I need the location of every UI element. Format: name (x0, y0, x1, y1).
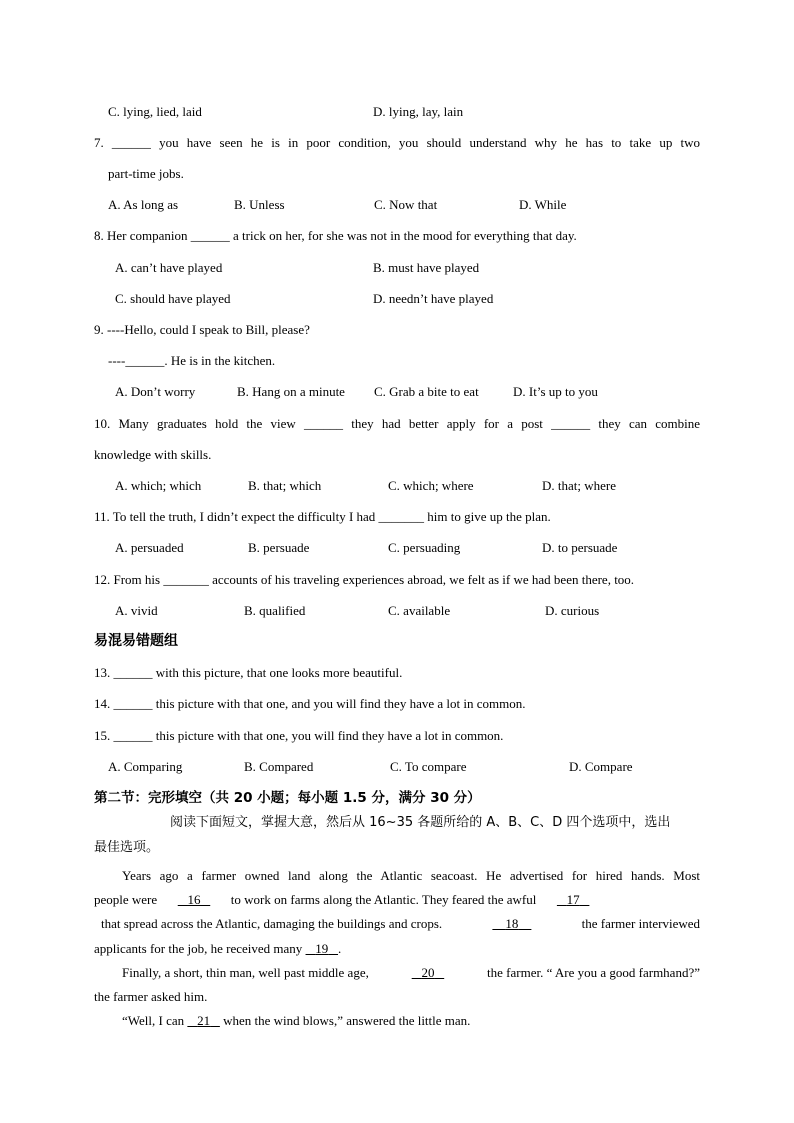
passage-p1-line1: Years ago a farmer owned land along the Atlantic seacoast. He advertised for hired hands. Most (122, 868, 700, 883)
passage-text: the farmer. “ Are you a good farmhand?” (487, 965, 700, 980)
q13-15-option-b: B. Compared (244, 759, 314, 774)
q9-stem-line2: ----______. He is in the kitchen. (108, 353, 276, 368)
blank-18: 18 (505, 916, 519, 931)
q13-15-option-d: D. Compare (569, 759, 633, 774)
q9-option-a: A. Don’t worry (115, 384, 196, 399)
blank-21: 21 (197, 1013, 211, 1028)
q8-option-b: B. must have played (373, 260, 480, 275)
q13-15-option-c: C. To compare (390, 759, 467, 774)
passage-text: to work on farms along the Atlantic. They feared the awful (230, 892, 537, 907)
q10-option-c: C. which; where (388, 478, 474, 493)
q11-option-c: C. persuading (388, 540, 461, 555)
passage-text: Finally, a short, thin man, well past middle age, (122, 965, 369, 980)
q6-option-d: D. lying, lay, lain (373, 104, 464, 119)
passage-text: “Well, I can (122, 1013, 185, 1028)
q12-option-c: C. available (388, 603, 451, 618)
q10-stem-line1: 10. Many graduates hold the view ______ they had better apply for a post ______ they can combine (94, 416, 700, 431)
passage-text: that spread across the Atlantic, damaging the buildings and crops. (101, 916, 443, 931)
q11-option-b: B. persuade (248, 540, 310, 555)
blank-20: 20 (421, 965, 435, 980)
passage-text: applicants for the job, he received many (94, 941, 303, 956)
q6-option-c: C. lying, lied, laid (108, 104, 202, 119)
section2-instruction-line2: 最佳选项。 (94, 840, 160, 855)
q7-option-a: A. As long as (108, 197, 179, 212)
q13-15-option-a: A. Comparing (108, 759, 183, 774)
q8-option-c: C. should have played (115, 291, 231, 306)
q8-option-a: A. can’t have played (115, 260, 223, 275)
blank-16: 16 (187, 892, 201, 907)
passage-p1-line2 (94, 892, 700, 908)
confusing-group-heading: 易混易错题组 (94, 633, 178, 649)
passage-p2-line2: the farmer asked him. (94, 989, 208, 1004)
q11-stem: 11. To tell the truth, I didn’t expect the difficulty I had _______ him to give up the plan. (94, 509, 551, 524)
q9-option-d: D. It’s up to you (513, 384, 598, 399)
q9-option-b: B. Hang on a minute (237, 384, 345, 399)
q7-stem-line1: 7. ______ you have seen he is in poor condition, you should understand why he has to take up two (94, 135, 700, 150)
q7-option-b: B. Unless (234, 197, 285, 212)
section2-heading: 第二节：完形填空（共 20 小题；每小题 1.5 分，满分 30 分） (94, 790, 481, 806)
q11-option-d: D. to persuade (542, 540, 618, 555)
q12-option-d: D. curious (545, 603, 600, 618)
q12-stem: 12. From his _______ accounts of his traveling experiences abroad, we felt as if we had been there, too. (94, 572, 635, 587)
passage-p2-line1 (122, 965, 700, 981)
q7-option-c: C. Now that (374, 197, 438, 212)
q12-option-b: B. qualified (244, 603, 306, 618)
q9-option-c: C. Grab a bite to eat (374, 384, 479, 399)
passage-text: the farmer interviewed (581, 916, 700, 931)
passage-p1-line4: applicants for the job, he received many 19 . (94, 941, 342, 956)
blank-17: 17 (566, 892, 580, 907)
q10-option-d: D. that; where (542, 478, 617, 493)
q8-option-d: D. needn’t have played (373, 291, 494, 306)
q7-option-d: D. While (519, 197, 567, 212)
passage-text: when the wind blows,” answered the little man. (223, 1013, 471, 1028)
section2-instruction-line1: 阅读下面短文，掌握大意，然后从 16~35 各题所给的 A、B、C、D 四个选项中，选出 (170, 815, 671, 830)
q11-option-a: A. persuaded (115, 540, 184, 555)
q10-option-a: A. which; which (115, 478, 202, 493)
q8-stem: 8. Her companion ______ a trick on her, for she was not in the mood for everything that day. (94, 228, 577, 243)
passage-p3-line1 (122, 1013, 470, 1029)
q14-stem: 14. ______ this picture with that one, and you will find they have a lot in common. (94, 696, 526, 711)
q10-option-b: B. that; which (248, 478, 322, 493)
passage-text: people were (94, 892, 158, 907)
q10-stem-line2: knowledge with skills. (94, 447, 212, 462)
q9-stem-line1: 9. ----Hello, could I speak to Bill, please? (94, 322, 310, 337)
q7-stem-line2: part-time jobs. (108, 166, 184, 181)
passage-p1-line3 (101, 916, 700, 932)
q13-stem: 13. ______ with this picture, that one looks more beautiful. (94, 665, 403, 680)
q15-stem: 15. ______ this picture with that one, you will find they have a lot in common. (94, 728, 504, 743)
blank-19: 19 (315, 941, 329, 956)
q12-option-a: A. vivid (115, 603, 158, 618)
